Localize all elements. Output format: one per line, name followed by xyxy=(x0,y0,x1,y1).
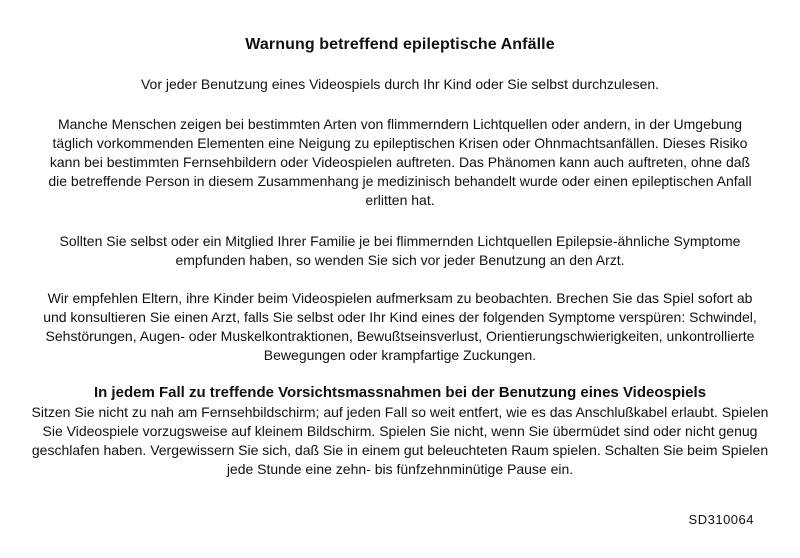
precautions-heading: In jedem Fall zu treffende Vorsichtsmassnahmen bei der Benutzung eines Videospiels xyxy=(93,384,707,401)
paragraph-symptoms: Wir empfehlen Eltern, ihre Kinder beim Videospielen aufmerksam zu beobachten. Brechen Sie das Spiel sofort ab und konsultieren Sie einen Arzt, falls Sie selbst oder Ihr Kind eines der folgenden Symptome verspüren: Schwindel, Sehstörungen, Augen- oder Muskelkontraktionen, Bewußtseinsverlust, Orientierungschwierigkeiten, unkontrollierte Bewegungen oder krampfartige Zuckungen. xyxy=(43,290,757,363)
paragraph-family: Sollten Sie selbst oder ein Mitglied Ihrer Familie je bei flimmernden Lichtquellen Epilepsie-ähnliche Symptome empfunden haben, so wenden Sie sich vor jeder Benutzung an den Arzt. xyxy=(59,233,741,268)
document-code: SD310064 xyxy=(688,512,754,527)
paragraph-precautions: Sitzen Sie nicht zu nah am Fernsehbildschirm; auf jeden Fall so weit entfert, wie es das Anschlußkabel erlaubt. Spielen Sie Videospiele vorzugsweise auf kleinem Bildschirm. Spielen Sie nicht, wenn Sie übermüdet sind oder nicht genug geschlafen haben. Vergewissern Sie sich, daß Sie in einem gut beleuchteten Raum spielen. Schalten Sie beim Spielen jede Stunde eine zehn- bis fünfzehnminütige Pause ein. xyxy=(31,404,769,477)
paragraph-risk: Manche Menschen zeigen bei bestimmten Arten von flimmerndern Lichtquellen oder andern, in der Umgebung täglich vorkommenden Elementen eine Neigung zu epileptischen Krisen oder Ohnmachtsanfällen. Dieses Risiko kann bei bestimmten Fernsehbildern oder Videospielen auftreten. Das Phänomen kann auch auftreten, ohne daß die betreffende Person in diesem Zusammenhang je medizinisch behandelt wurde oder einen epileptischen Anfall erlitten hat. xyxy=(48,116,752,208)
document-title: Warnung betreffend epileptische Anfälle xyxy=(245,36,555,53)
intro-text: Vor jeder Benutzung eines Videospiels durch Ihr Kind oder Sie selbst durchzulesen. xyxy=(140,76,660,92)
